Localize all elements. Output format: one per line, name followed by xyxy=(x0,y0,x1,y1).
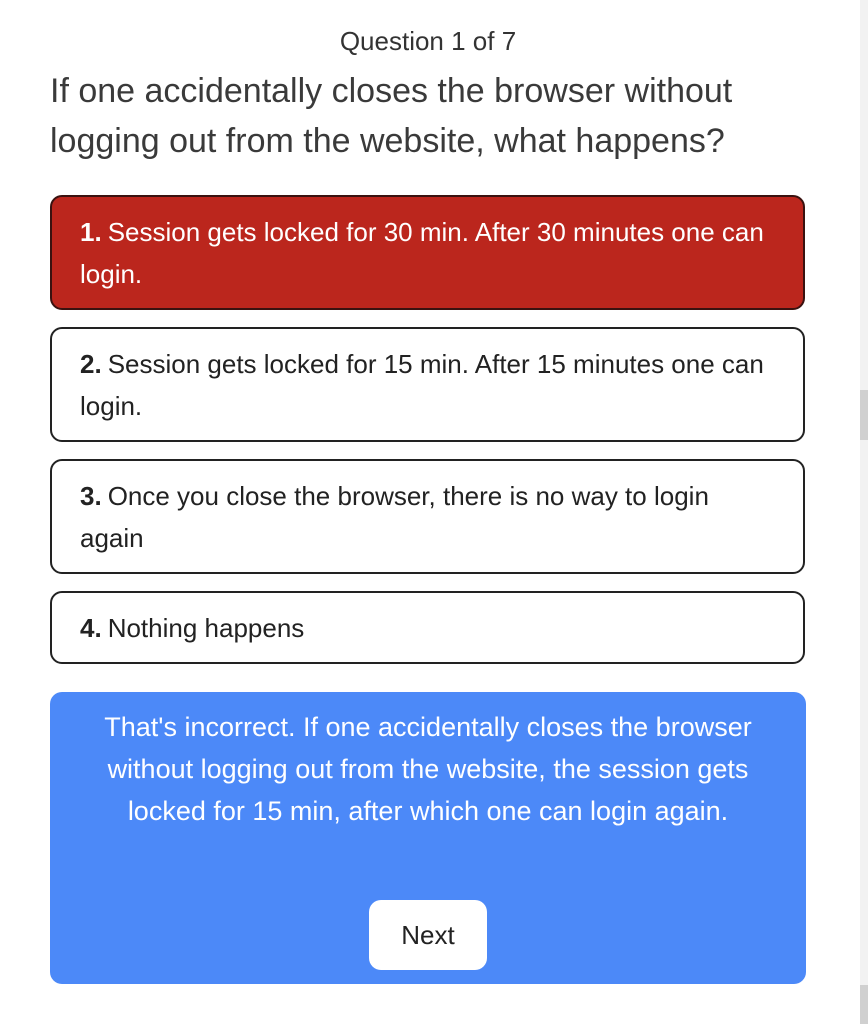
question-text: If one accidentally closes the browser without logging out from the website, what happens? xyxy=(50,72,733,160)
answer-option-2[interactable] xyxy=(50,327,805,442)
answer-option-2-content xyxy=(80,343,775,427)
feedback-text: That's incorrect. If one accidentally closes the browser without logging out from the website, the session gets locked for 15 min, after which one can login again. xyxy=(104,712,752,826)
option-text: Session gets locked for 15 min. After 15 minutes one can login. xyxy=(80,348,764,421)
option-text: Once you close the browser, there is no way to login again xyxy=(80,480,709,553)
next-button[interactable]: Next xyxy=(369,900,487,970)
question-counter: Question 1 of 7 xyxy=(339,26,517,56)
answer-option-4[interactable] xyxy=(50,591,805,664)
option-number: 2. xyxy=(80,348,102,379)
scrollbar-thumb[interactable] xyxy=(860,390,868,440)
option-text: Session gets locked for 30 min. After 30 minutes one can login. xyxy=(80,216,764,289)
scrollbar-track[interactable] xyxy=(860,0,868,1024)
answer-option-3[interactable] xyxy=(50,459,805,574)
feedback-panel xyxy=(50,692,806,984)
answer-option-3-content xyxy=(80,475,775,559)
answer-option-1-content xyxy=(80,211,775,295)
option-number: 3. xyxy=(80,480,102,511)
option-number: 4. xyxy=(80,612,102,643)
option-text: Nothing happens xyxy=(107,612,305,643)
answer-option-4-content xyxy=(80,607,304,649)
scrollbar-thumb-lower[interactable] xyxy=(860,985,868,1024)
answer-option-1[interactable] xyxy=(50,195,805,310)
option-number: 1. xyxy=(80,216,102,247)
